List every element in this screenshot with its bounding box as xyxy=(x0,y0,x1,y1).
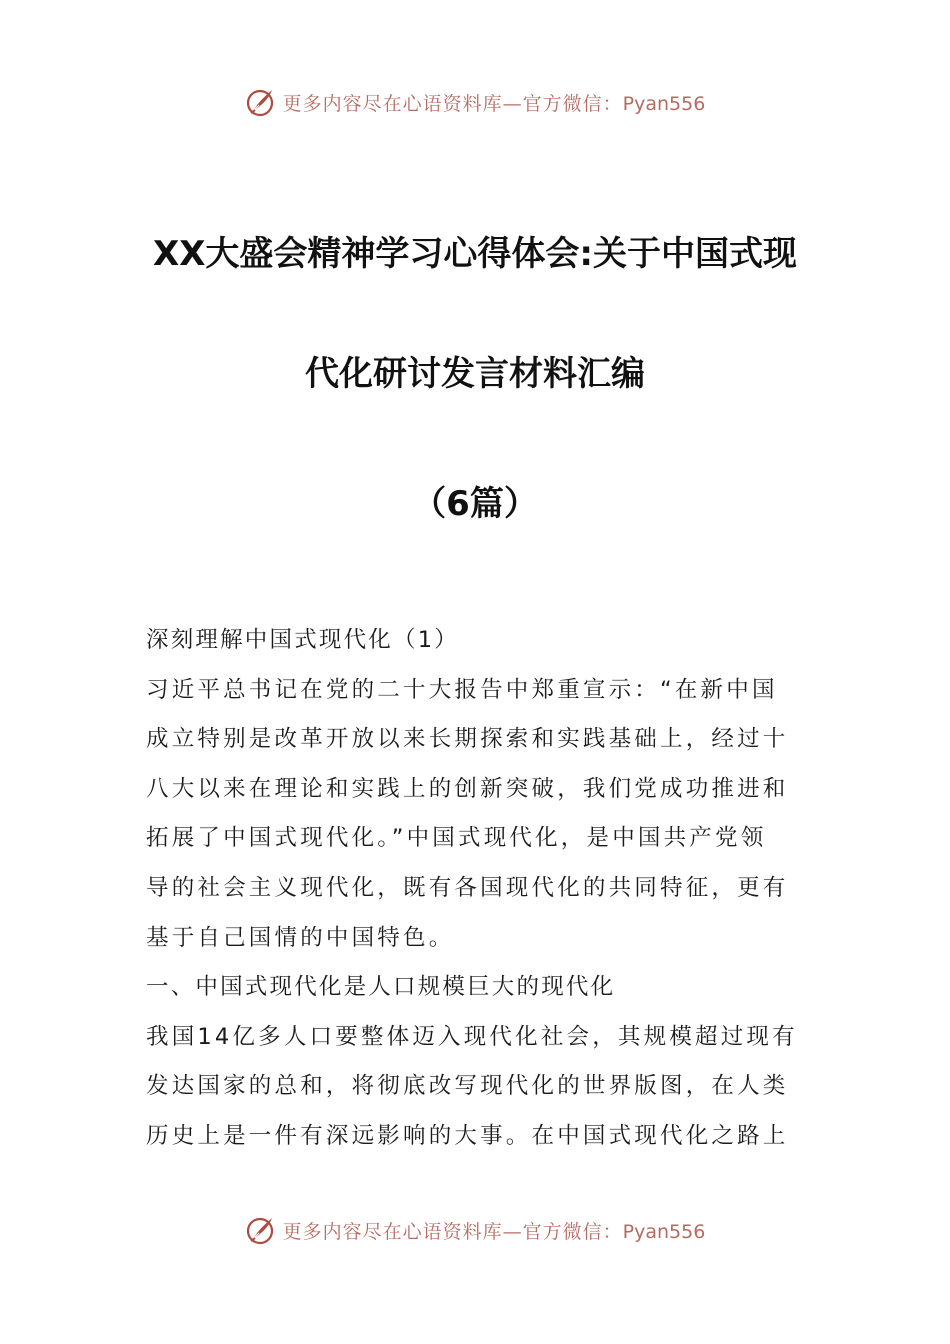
document-body xyxy=(146,616,806,1162)
document-title-line-1: XX大盛会精神学习心得体会:关于中国式现 xyxy=(152,234,798,274)
paragraph-line: 成立特别是改革开放以来长期探索和实践基础上，经过十 xyxy=(146,726,789,753)
paragraph-line: 历史上是一件有深远影响的大事。在中国式现代化之路上 xyxy=(146,1122,789,1149)
document-title-line-2: 代化研讨发言材料汇编 xyxy=(305,354,645,394)
watermark-text: 更多内容尽在心语资料库—官方微信：Pyan556 xyxy=(282,92,706,115)
document-title-count: （6篇） xyxy=(412,484,538,524)
watermark-footer xyxy=(0,1212,950,1248)
quill-logo-icon xyxy=(245,86,277,118)
paragraph-line: 八大以来在理论和实践上的创新突破，我们党成功推进和 xyxy=(146,775,789,802)
subheading: 一、中国式现代化是人口规模巨大的现代化 xyxy=(146,974,616,1001)
paragraph-line: 发达国家的总和，将彻底改写现代化的世界版图，在人类 xyxy=(146,1073,789,1100)
quill-logo-icon xyxy=(245,1214,277,1246)
paragraph-line: 导的社会主义现代化，既有各国现代化的共同特征，更有 xyxy=(146,874,789,901)
paragraph-line: 拓展了中国式现代化。”中国式现代化，是中国共产党领 xyxy=(146,825,767,852)
paragraph-line: 我国14亿多人口要整体迈入现代化社会，其规模超过现有 xyxy=(146,1023,798,1050)
paragraph-line: 基于自己国情的中国特色。 xyxy=(146,924,455,951)
watermark-text: 更多内容尽在心语资料库—官方微信：Pyan556 xyxy=(282,1220,706,1243)
watermark-header xyxy=(0,84,950,120)
section-heading: 深刻理解中国式现代化（1） xyxy=(146,627,459,653)
paragraph-line: 习近平总书记在党的二十大报告中郑重宣示：“在新中国 xyxy=(146,676,778,703)
